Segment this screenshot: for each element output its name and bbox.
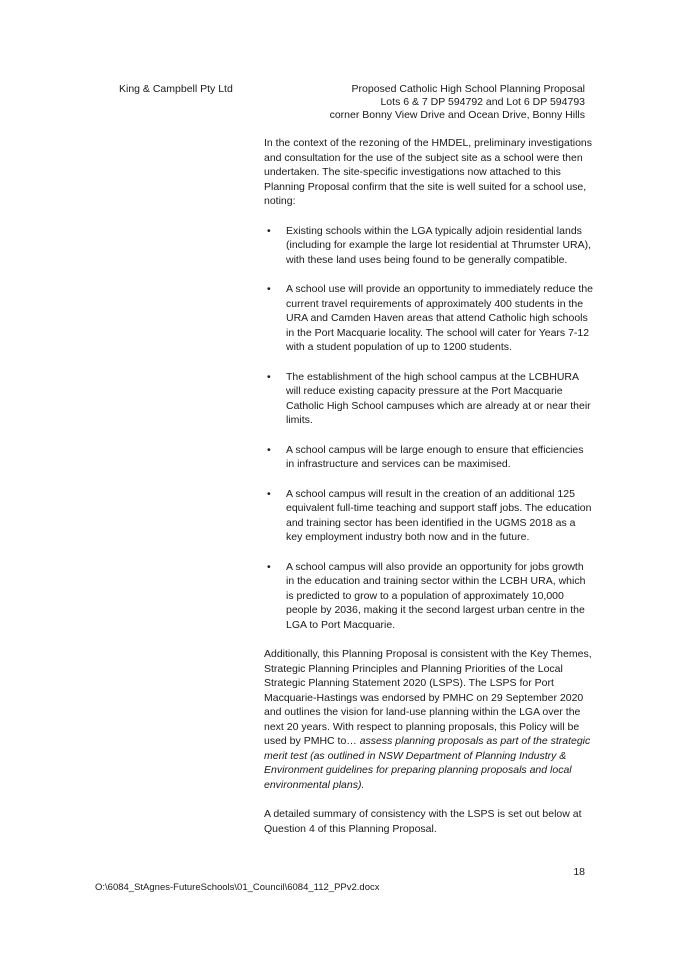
header-title-line: Proposed Catholic High School Planning Proposal	[351, 83, 585, 95]
bullet-text: A school campus will also provide an opportunity for jobs growth in the education and training sector within the LCBH URA, which is predicted to grow to a population of approximately 10,000 people by 2036, making it the second largest urban centre in the LGA to Port Macquarie.	[286, 560, 586, 631]
bullet-text: Existing schools within the LGA typically adjoin residential lands (including for example the large lot residential at Thrumster URA), with these land uses being found to be generally compatible.	[286, 224, 592, 266]
bullet-list	[264, 224, 594, 633]
additional-quote: assess planning proposals as part of the strategic merit test (as outlined in NSW Department of Planning Industry & Environment guidelines for preparing planning proposals and local environmental plans).	[264, 735, 591, 791]
bullet-icon: •	[267, 487, 271, 500]
header-title-line: Lots 6 & 7 DP 594792 and Lot 6 DP 594793	[380, 96, 585, 108]
bullet-item	[264, 224, 594, 268]
bullet-icon: •	[267, 224, 271, 237]
header-title-line: corner Bonny View Drive and Ocean Drive, Bonny Hills	[329, 109, 585, 121]
intro-paragraph: In the context of the rezoning of the HMDEL, preliminary investigations and consultation for the use of the subject site as a school were then undertaken. The site-specific investigations now attached to this Planning Proposal confirm that the site is well suited for a school use, noting:	[264, 137, 593, 207]
bullet-icon: •	[267, 560, 271, 573]
bullet-text: A school campus will be large enough to ensure that efficiencies in infrastructure and services can be maximised.	[286, 443, 584, 470]
additional-paragraph	[264, 647, 594, 792]
bullet-item	[264, 560, 594, 633]
document-body	[264, 136, 594, 851]
bullet-text: A school campus will result in the creation of an additional 125 equivalent full-time teaching and support staff jobs. The education and training sector has been identified in the UGMS 2018 as a key employment industry both now and in the future.	[286, 487, 592, 543]
bullet-icon: •	[267, 370, 271, 383]
bullet-icon: •	[267, 443, 271, 456]
bullet-item	[264, 370, 594, 428]
header-company: King & Campbell Pty Ltd	[119, 83, 233, 95]
bullet-text: A school use will provide an opportunity to immediately reduce the current travel requirements of approximately 400 students in the URA and Camden Haven areas that attend Catholic high schools in the Port Macquarie locality. The school will cater for Years 7-12 with a student population of up to 1200 students.	[286, 283, 594, 353]
bullet-item	[264, 487, 594, 545]
bullet-item	[264, 443, 594, 472]
bullet-text: The establishment of the high school campus at the LCBHURA will reduce existing capacity pressure at the Port Macquarie Catholic High School campuses which are already at or near their limits.	[286, 370, 591, 426]
summary-paragraph: A detailed summary of consistency with the LSPS is set out below at Question 4 of this Planning Proposal.	[264, 808, 582, 835]
additional-text: Additionally, this Planning Proposal is consistent with the Key Themes, Strategic Planning Principles and Planning Priorities of the Local Strategic Planning Statement 2020 (LSPS). The LSPS for Port Macquarie-Hastings was endorsed by PMHC on 29 September 2020 and outlines the vision for land-use planning within the LGA over the next 20 years. With respect to planning proposals, this Policy will be used by PMHC to…	[264, 648, 592, 747]
footer-file-path: O:\6084_StAgnes-FutureSchools\01_Council\6084_112_PPv2.docx	[95, 882, 380, 893]
bullet-icon: •	[267, 283, 271, 295]
header-title-block	[330, 83, 585, 122]
page-number: 18	[573, 866, 585, 878]
bullet-item	[264, 282, 594, 355]
